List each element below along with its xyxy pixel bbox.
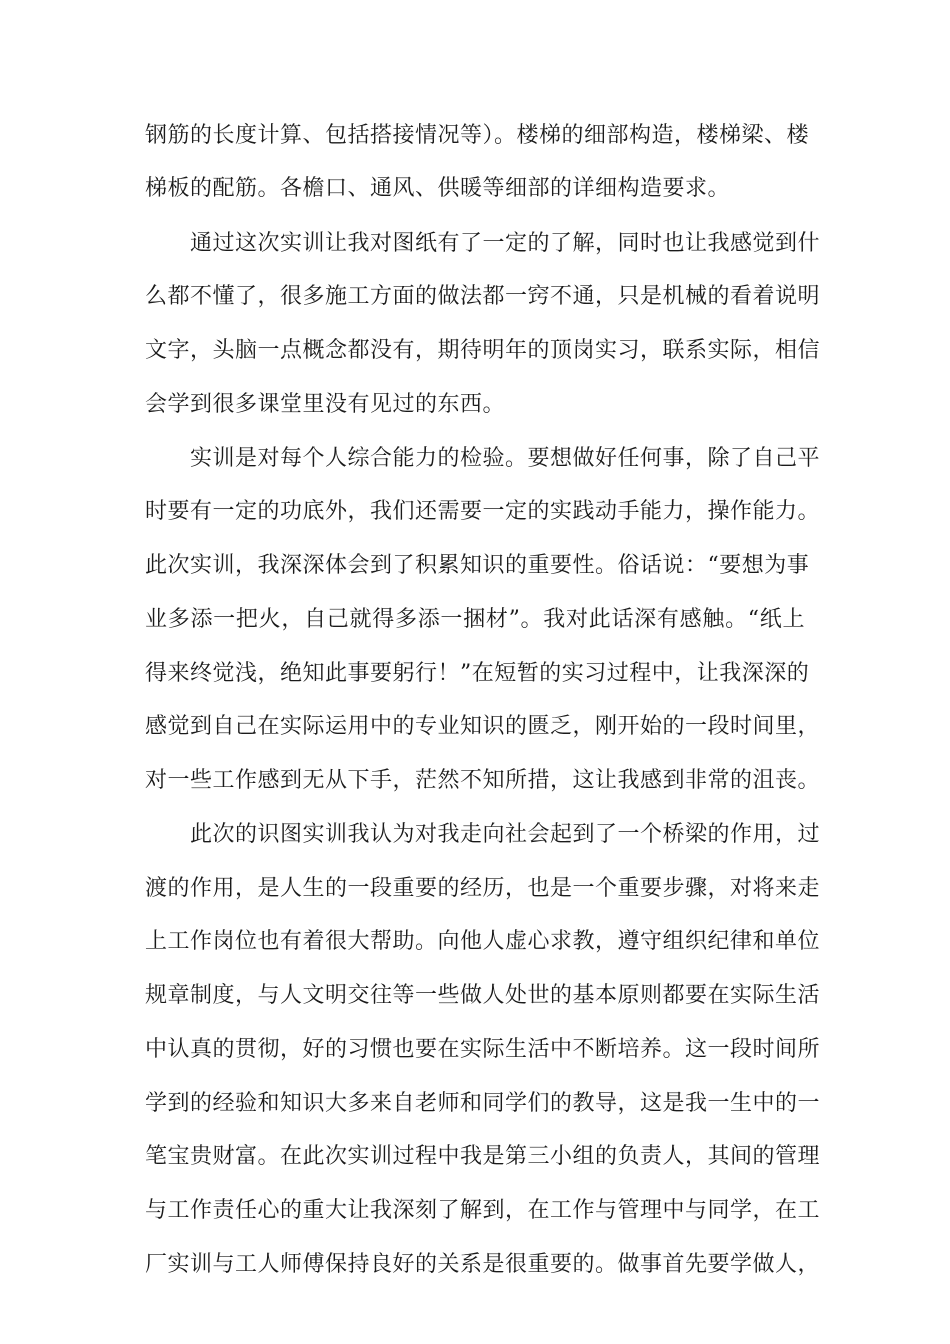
text-line: 规章制度，与人文明交往等一些做人处世的基本原则都要在实际生活 [145,983,821,1008]
text-line: 上工作岗位也有着很大帮助。向他人虚心求教，遵守组织纪律和单位 [145,929,821,954]
text-line: 渡的作用，是人生的一段重要的经历，也是一个重要步骤，对将来走 [145,876,821,901]
text-line: 梯板的配筋。各檐口、通风、供暖等细部的详细构造要求。 [145,176,731,201]
text-line: 业多添一把火，自己就得多添一捆材”。我对此话深有感触。“纸上 [145,607,805,632]
text-line: 笔宝贵财富。在此次实训过程中我是第三小组的负责人，其间的管理 [145,1144,821,1169]
text-line: 得来终觉浅，绝知此事要躬行！”在短暂的实习过程中，让我深深的 [145,661,810,686]
text-line: 么都不懂了，很多施工方面的做法都一窍不通，只是机械的看着说明 [145,284,821,309]
paragraph-first-line: 通过这次实训让我对图纸有了一定的了解，同时也让我感觉到什 [190,231,821,256]
text-line: 对一些工作感到无从下手，茫然不知所措，这让我感到非常的沮丧。 [145,768,821,793]
paragraph-first-line: 实训是对每个人综合能力的检验。要想做好任何事，除了自己平 [190,446,821,471]
text-line: 此次实训，我深深体会到了积累知识的重要性。俗话说：“要想为事 [145,553,810,578]
text-line: 感觉到自己在实际运用中的专业知识的匮乏，刚开始的一段时间里， [145,714,821,739]
paragraph-first-line: 此次的识图实训我认为对我走向社会起到了一个桥梁的作用，过 [190,822,821,847]
text-line: 会学到很多课堂里没有见过的东西。 [145,392,506,417]
text-line: 文字，头脑一点概念都没有，期待明年的顶岗实习，联系实际，相信 [145,338,821,363]
text-line: 中认真的贯彻，好的习惯也要在实际生活中不断培养。这一段时间所 [145,1037,821,1062]
text-line: 学到的经验和知识大多来自老师和同学们的教导，这是我一生中的一 [145,1091,821,1116]
text-line: 时要有一定的功底外，我们还需要一定的实践动手能力，操作能力。 [145,499,821,524]
text-line: 与工作责任心的重大让我深刻了解到，在工作与管理中与同学，在工 [145,1198,821,1223]
text-line: 钢筋的长度计算、包括搭接情况等）。楼梯的细部构造，楼梯梁、楼 [145,123,810,148]
text-line: 厂实训与工人师傅保持良好的关系是很重要的。做事首先要学做人， [145,1252,821,1277]
